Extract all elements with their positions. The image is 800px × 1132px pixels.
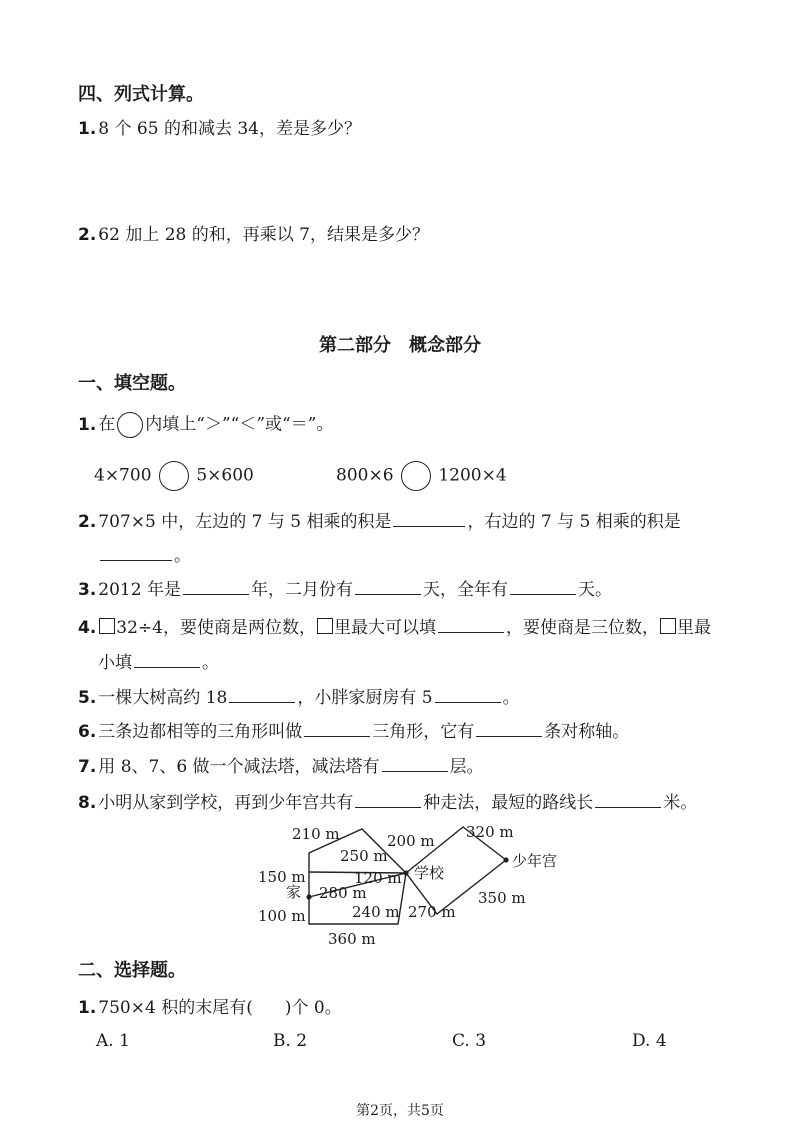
text-segment: ，要使商是三位数， xyxy=(506,618,659,638)
expression-left: 4×700 xyxy=(94,465,152,486)
question-number: 7. xyxy=(78,757,97,777)
text-segment: 2012 年是 xyxy=(98,580,181,600)
text-segment: 用 8、7、6 做一个减法塔，减法塔有 xyxy=(98,757,380,777)
question-text: 8 个 65 的和减去 34，差是多少？ xyxy=(98,119,361,139)
text-segment: 米。 xyxy=(663,793,698,813)
text-segment: 。 xyxy=(502,688,520,708)
text-segment: 条对称轴。 xyxy=(544,722,630,742)
text-segment: 里最 xyxy=(677,618,711,638)
question-number: 1. xyxy=(78,998,97,1018)
text-segment: 里最大可以填 xyxy=(334,618,436,638)
option-a[interactable]: A. 1 xyxy=(96,1031,130,1051)
page-footer: 第2页，共5页 xyxy=(356,1103,444,1119)
text-segment: ，右边的 7 与 5 相乘的积是 xyxy=(467,512,681,532)
text-segment: 小填 xyxy=(98,653,132,673)
text-segment: 。 xyxy=(202,653,219,673)
palace-label: 少年宫 xyxy=(512,852,558,870)
question-number: 6. xyxy=(78,722,97,742)
text-segment: 三角形，它有 xyxy=(372,722,475,742)
text-segment: ，小胖家厨房有 5 xyxy=(297,688,433,708)
palace-point xyxy=(503,857,508,862)
edge-label: 360 m xyxy=(328,930,376,948)
expression-right: 5×600 xyxy=(196,465,254,486)
school-label: 学校 xyxy=(414,864,445,882)
text-segment: 一棵大树高约 18 xyxy=(98,688,228,708)
home-label: 家 xyxy=(286,883,302,901)
question-number: 3. xyxy=(78,580,97,600)
part-title: 第二部分 概念部分 xyxy=(319,335,481,356)
text-segment: 年，二月份有 xyxy=(250,580,353,600)
text-segment: 707×5 中，左边的 7 与 5 相乘的积是 xyxy=(98,512,392,532)
question-choice-1 xyxy=(78,996,342,1020)
question-text: 62 加上 28 的和，再乘以 7，结果是多少？ xyxy=(98,225,429,245)
text-segment: 三条边都相等的三角形叫做 xyxy=(98,722,303,742)
edge-label: 250 m xyxy=(340,847,388,865)
question-number: 5. xyxy=(78,688,97,708)
text-segment: 小明从家到学校，再到少年宫共有 xyxy=(98,793,354,813)
question-number: 4. xyxy=(78,618,97,638)
home-point xyxy=(306,894,311,899)
text-segment: 天。 xyxy=(577,580,612,600)
expression-left: 800×6 xyxy=(336,465,394,486)
school-point xyxy=(403,870,408,875)
text-segment: 种走法，最短的路线长 xyxy=(423,793,594,813)
text-segment: 750×4 积的末尾有( xyxy=(98,998,253,1018)
edge-label: 100 m xyxy=(258,907,306,925)
text-segment: 层。 xyxy=(449,757,484,777)
text-segment: 内填上“＞”“＜”或“＝”。 xyxy=(145,414,334,435)
edge-label: 280 m xyxy=(319,884,367,902)
edge-label: 150 m xyxy=(258,868,306,886)
edge-label: 350 m xyxy=(478,889,526,907)
edge-label: 210 m xyxy=(292,825,340,843)
question-number: 2. xyxy=(78,512,97,532)
question-number: 1. xyxy=(78,414,97,435)
section-title-choice: 二、选择题。 xyxy=(78,960,186,981)
edge-label: 120 m xyxy=(354,869,402,887)
option-b[interactable]: B. 2 xyxy=(273,1031,308,1051)
edge-label: 200 m xyxy=(387,832,435,850)
question-number: 8. xyxy=(78,793,97,813)
question-number: 2. xyxy=(78,225,97,245)
text-segment: 。 xyxy=(174,546,191,566)
option-d[interactable]: D. 4 xyxy=(632,1031,667,1051)
edge-label: 270 m xyxy=(408,903,456,921)
text-segment: 在 xyxy=(98,414,116,435)
text-segment: )个 0。 xyxy=(284,998,342,1018)
section-title-fill-blank: 一、填空题。 xyxy=(78,373,186,394)
edge-label: 320 m xyxy=(466,823,514,841)
text-segment: 32÷4，要使商是两位数， xyxy=(116,618,316,638)
text-segment: 天，全年有 xyxy=(422,580,508,600)
edge-label: 240 m xyxy=(352,903,400,921)
section-title-calculation: 四、列式计算。 xyxy=(78,84,204,105)
question-number: 1. xyxy=(78,119,97,139)
option-c[interactable]: C. 3 xyxy=(452,1031,487,1051)
expression-right: 1200×4 xyxy=(438,465,507,486)
